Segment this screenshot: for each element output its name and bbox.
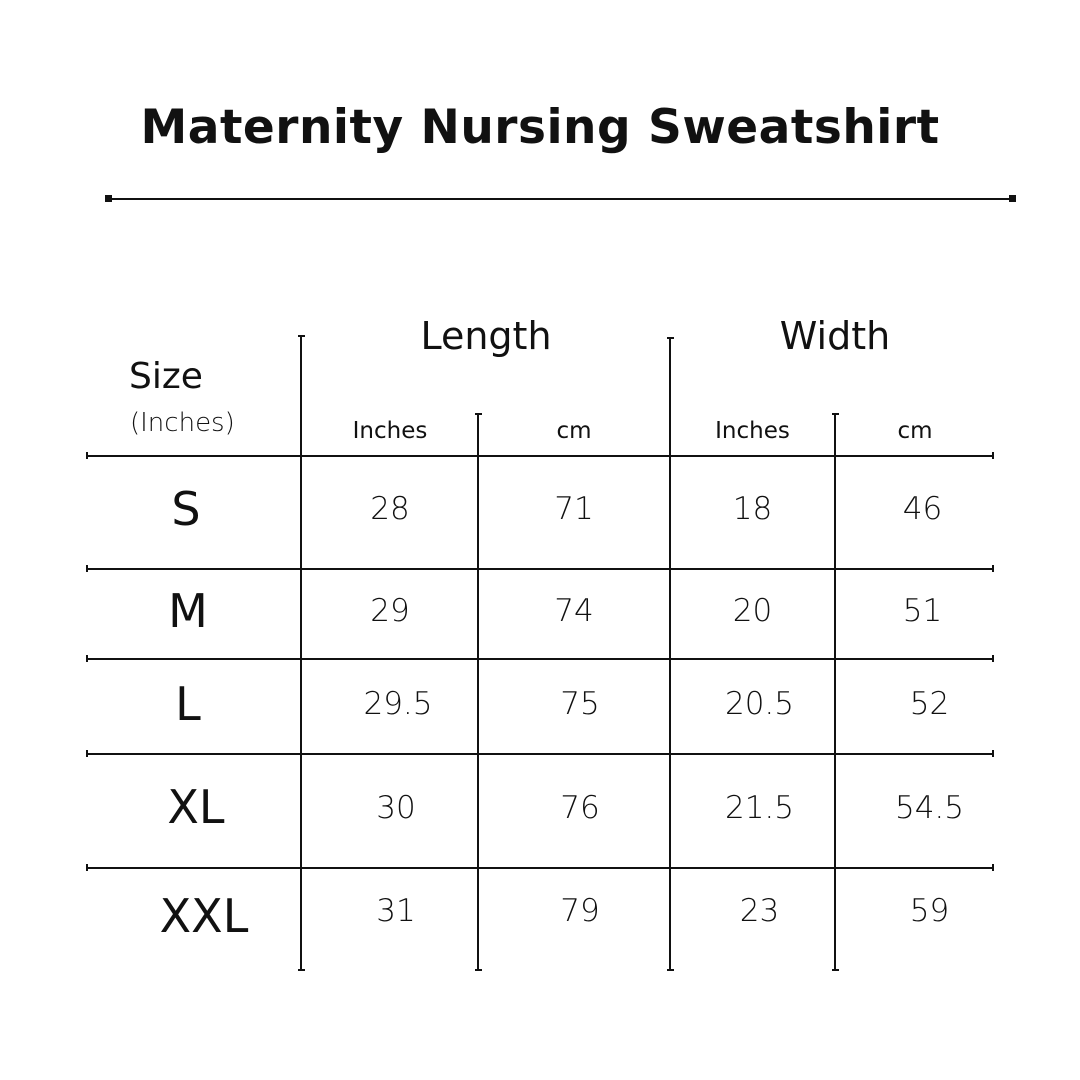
- rule-end-tick: [86, 750, 88, 757]
- length-inches-value: 28: [370, 491, 410, 527]
- size-label: XXL: [159, 889, 249, 943]
- length-cm-subheader: cm: [556, 418, 592, 444]
- column-divider: [300, 335, 302, 971]
- size-unit-note: (Inches): [130, 408, 235, 438]
- width-inches-value: 21.5: [724, 790, 795, 826]
- width-cm-value: 51: [902, 593, 943, 629]
- size-label: S: [171, 482, 201, 536]
- rule-end-tick: [86, 864, 88, 871]
- length-inches-value: 29: [370, 593, 410, 629]
- rule-end-tick: [992, 750, 994, 757]
- length-inches-subheader: Inches: [352, 418, 428, 444]
- rule-end-tick: [475, 413, 482, 415]
- width-cm-value: 52: [909, 686, 950, 722]
- row-divider: [86, 658, 994, 660]
- length-cm-value: 75: [560, 686, 600, 722]
- rule-end-tick: [992, 655, 994, 662]
- rule-end-tick: [667, 337, 674, 339]
- width-cm-value: 54.5: [894, 790, 965, 826]
- length-cm-value: 76: [560, 790, 600, 826]
- rule-end-tick: [86, 565, 88, 572]
- width-cm-value: 59: [909, 893, 950, 929]
- rule-end-tick: [667, 969, 674, 971]
- length-cm-value: 71: [554, 491, 594, 527]
- rule-end-tick: [992, 452, 994, 459]
- rule-end-tick: [992, 565, 994, 572]
- width-inches-value: 20: [732, 593, 773, 629]
- row-divider: [86, 753, 994, 755]
- size-label: XL: [167, 780, 225, 834]
- width-group-header: Width: [779, 314, 891, 358]
- length-inches-value: 31: [376, 893, 416, 929]
- width-inches-value: 18: [732, 491, 773, 527]
- title-divider-left-end: [105, 195, 112, 202]
- width-inches-value: 20.5: [724, 686, 795, 722]
- rule-end-tick: [832, 413, 839, 415]
- size-label: L: [175, 677, 201, 731]
- length-inches-value: 30: [376, 790, 416, 826]
- row-divider: [86, 568, 994, 570]
- rule-end-tick: [298, 335, 305, 337]
- rule-end-tick: [86, 655, 88, 662]
- width-inches-value: 23: [739, 893, 780, 929]
- size-column-header: Size: [129, 356, 203, 397]
- length-group-header: Length: [420, 314, 552, 358]
- length-cm-value: 74: [554, 593, 594, 629]
- title-divider-right-end: [1009, 195, 1016, 202]
- rule-end-tick: [298, 969, 305, 971]
- size-label: M: [168, 584, 208, 638]
- width-inches-subheader: Inches: [715, 418, 790, 444]
- row-divider: [86, 455, 994, 457]
- width-cm-value: 46: [902, 491, 943, 527]
- column-divider: [669, 337, 671, 971]
- row-divider: [86, 867, 994, 869]
- rule-end-tick: [86, 452, 88, 459]
- length-inches-value: 29.5: [363, 686, 433, 722]
- rule-end-tick: [475, 969, 482, 971]
- length-cm-value: 79: [560, 893, 600, 929]
- rule-end-tick: [832, 969, 839, 971]
- title-divider: [108, 198, 1014, 200]
- rule-end-tick: [992, 864, 994, 871]
- width-cm-subheader: cm: [897, 418, 933, 444]
- page-title: Maternity Nursing Sweatshirt: [140, 100, 940, 155]
